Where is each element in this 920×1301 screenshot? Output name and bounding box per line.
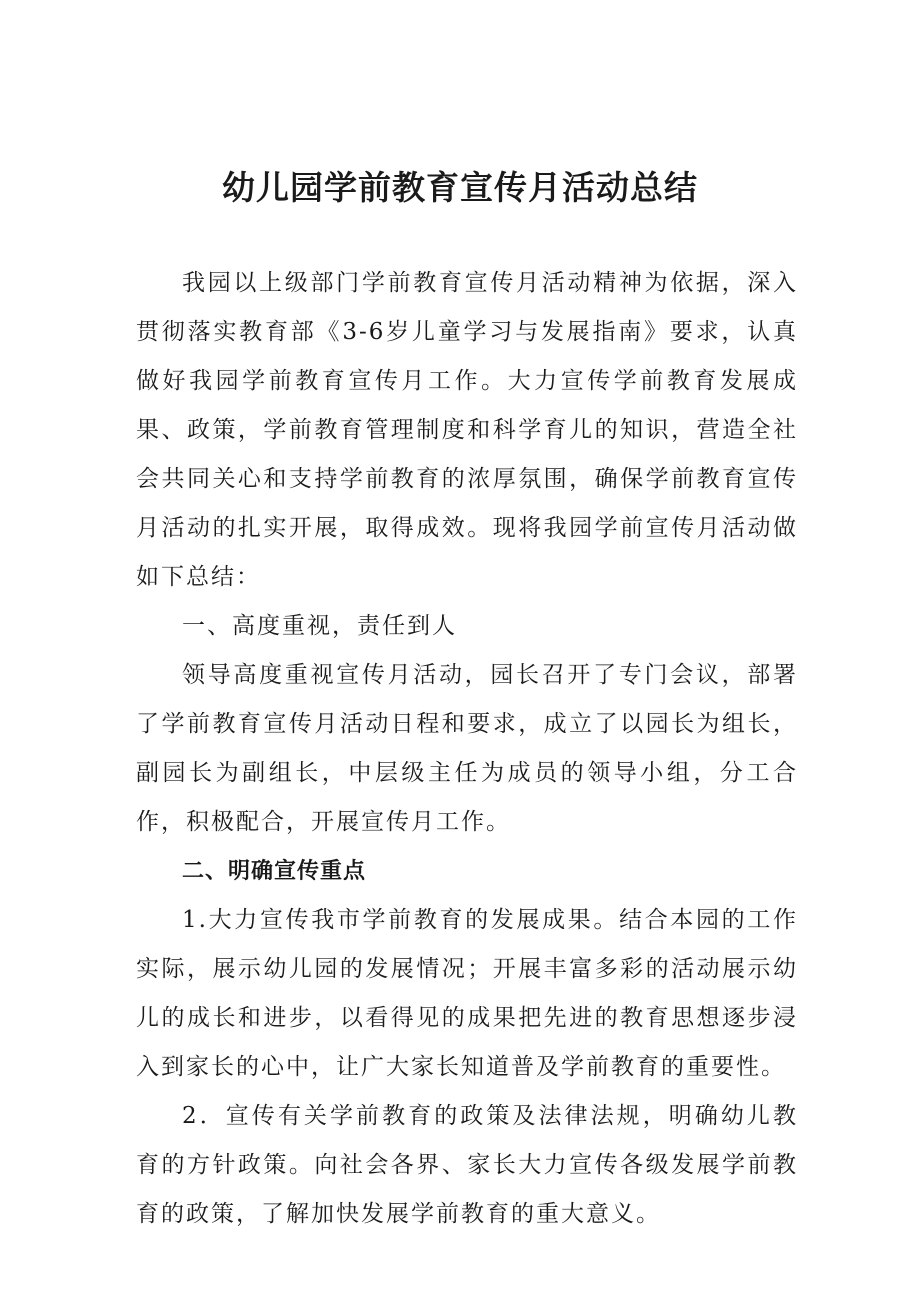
section-2-item-1: 1.大力宣传我市学前教育的发展成果。结合本园的工作实际，展示幼儿园的发展情况；开展丰富多彩的活动展示幼儿的成长和进步，以看得见的成果把先进的教育思想逐步浸入到家长的心中，让广大家长知道普及学前教育的重要性。	[136, 907, 798, 1080]
section-2-item-2: 2．宣传有关学前教育的政策及法律法规，明确幼儿教育的方针政策。向社会各界、家长大力宣传各级发展学前教育的政策，了解加快发展学前教育的重大意义。	[136, 1103, 798, 1227]
intro-paragraph: 我园以上级部门学前教育宣传月活动精神为依据，深入贯彻落实教育部《3-6岁儿童学习与发展指南》要求，认真做好我园学前教育宣传月工作。大力宣传学前教育发展成果、政策，学前教育管理制度和科学育儿的知识，营造全社会共同关心和支持学前教育的浓厚氛围，确保学前教育宣传月活动的扎实开展，取得成效。现将我园学前宣传月活动做如下总结：	[136, 270, 798, 590]
document-body	[136, 259, 798, 1239]
section-1-heading: 一、高度重视，责任到人	[182, 613, 457, 639]
document-title: 幼儿园学前教育宣传月活动总结	[222, 168, 698, 207]
section-2-heading: 二、明确宣传重点	[182, 859, 367, 884]
section-1-paragraph: 领导高度重视宣传月活动，园长召开了专门会议，部署了学前教育宣传月活动日程和要求，成立了以园长为组长，副园长为副组长，中层级主任为成员的领导小组，分工合作，积极配合，开展宣传月工作。	[136, 662, 798, 835]
